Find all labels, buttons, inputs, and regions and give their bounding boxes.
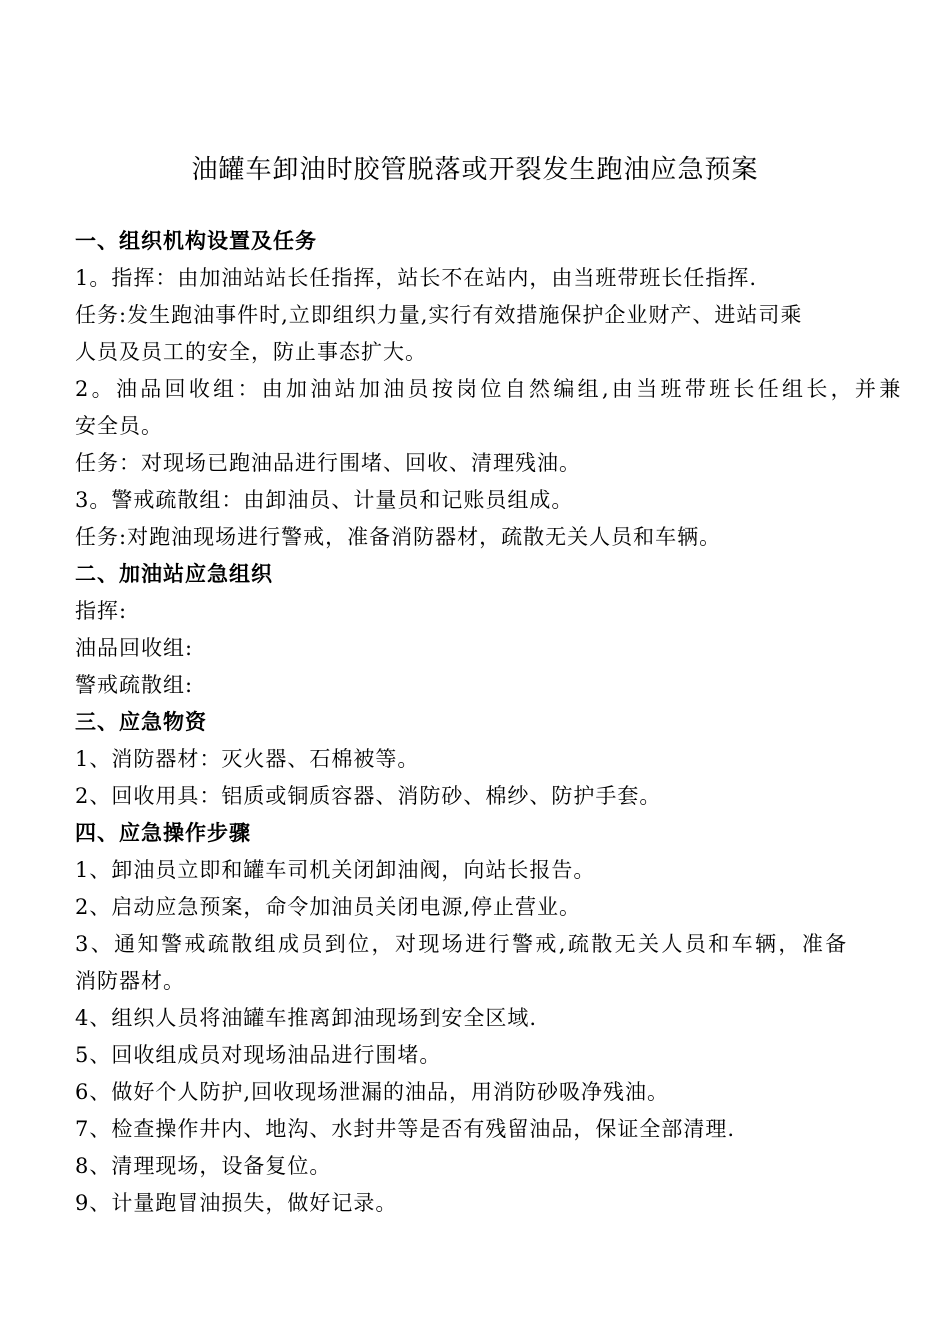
paragraph-line: 9、计量跑冒油损失，做好记录。 [75,1191,398,1215]
paragraph-line: 指挥: [75,599,128,623]
section-heading: 三、应急物资 [75,710,207,734]
paragraph-line: 任务:发生跑油事件时,立即组织力量,实行有效措施保护企业财产、进站司乘 [75,303,803,327]
paragraph-line: 4、组织人员将油罐车推离卸油现场到安全区域. [75,1006,538,1030]
document-body [75,223,910,1222]
section-heading: 四、应急操作步骤 [75,821,251,845]
paragraph-line: 2、回收用具：铝质或铜质容器、消防砂、棉纱、防护手套。 [75,784,662,808]
paragraph-line: 6、做好个人防护,回收现场泄漏的油品，用消防砂吸净残油。 [75,1080,670,1104]
paragraph-line: 1、卸油员立即和罐车司机关闭卸油阀，向站长报告。 [75,858,596,882]
paragraph-line: 2、启动应急预案，命令加油员关闭电源,停止营业。 [75,895,582,919]
paragraph-line: 警戒疏散组: [75,673,194,697]
paragraph-line: 7、检查操作井内、地沟、水封井等是否有残留油品，保证全部清理. [75,1117,736,1141]
paragraph-line: 5、回收组成员对现场油品进行围堵。 [75,1043,442,1067]
paragraph-line: 安全员。 [75,414,163,438]
section-heading: 二、加油站应急组织 [75,562,273,586]
paragraph-line: 人员及员工的安全，防止事态扩大。 [75,340,427,364]
section-heading: 一、组织机构设置及任务 [75,229,317,253]
paragraph-line: 3。警戒疏散组：由卸油员、计量员和记账员组成。 [75,488,574,512]
paragraph-line: 任务：对现场已跑油品进行围堵、回收、清理残油。 [75,451,581,475]
paragraph-line: 2。油品回收组：由加油站加油员按岗位自然编组,由当班带班长任组长，并兼 [75,377,904,401]
paragraph-line: 1。指挥：由加油站站长任指挥，站长不在站内，由当班带班长任指挥. [75,266,758,290]
paragraph-line: 消防器材。 [75,969,185,993]
paragraph-line: 任务:对跑油现场进行警戒，准备消防器材，疏散无关人员和车辆。 [75,525,722,549]
document-title: 油罐车卸油时胶管脱落或开裂发生跑油应急预案 [191,155,759,185]
paragraph-line: 3、通知警戒疏散组成员到位，对现场进行警戒,疏散无关人员和车辆，准备 [75,932,849,956]
paragraph-line: 油品回收组: [75,636,194,660]
paragraph-line: 8、清理现场，设备复位。 [75,1154,332,1178]
paragraph-line: 1、消防器材：灭火器、石棉被等。 [75,747,420,771]
